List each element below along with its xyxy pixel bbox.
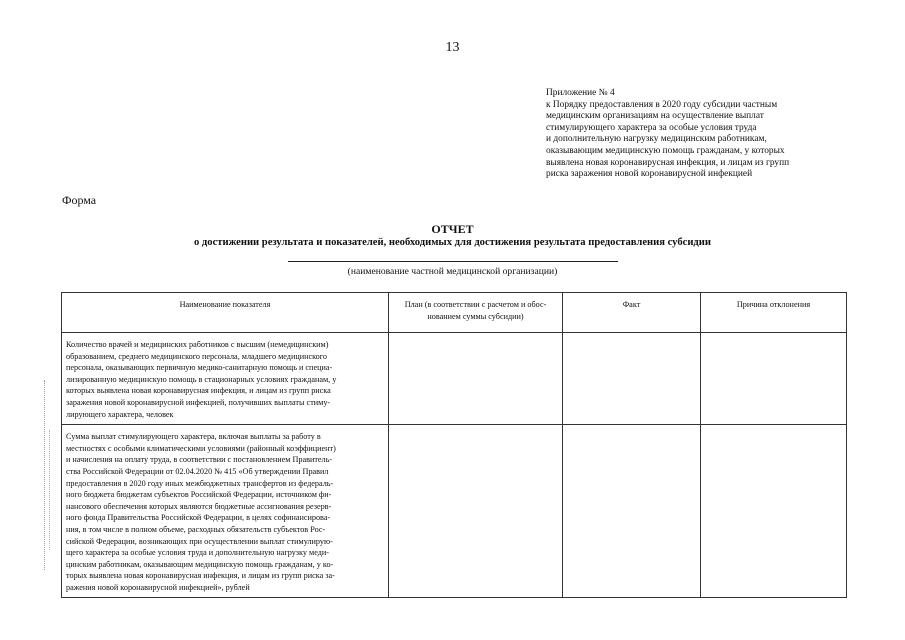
appendix-line: выявлена новая коронавирусная инфекция, и лицам из групп — [546, 157, 790, 168]
table-row — [62, 425, 847, 598]
cell-line: ства Российской Федерации от 02.04.2020 № 415 «Об утверждении Правил — [66, 466, 329, 476]
plan-cell[interactable] — [389, 425, 563, 598]
cell-line: которых выявлена новая коронавирусная инфекция, и лицам из групп риска — [66, 386, 331, 396]
cell-line: заражения новой коронавирусной инфекцией, получивших выплаты стиму- — [66, 397, 331, 407]
cell-line: ражения новой коронавирусной инфекцией», рублей — [66, 582, 250, 592]
organization-name-line — [288, 261, 618, 262]
appendix-block — [546, 88, 846, 181]
cell-line: Сумма выплат стимулирующего характера, включая выплаты за работу в — [66, 432, 321, 442]
header-fact — [563, 293, 701, 333]
appendix-line: Приложение № 4 — [546, 88, 615, 98]
fact-cell[interactable] — [563, 333, 701, 425]
report-table — [61, 292, 847, 598]
appendix-line: риска заражения новой коронавирусной инфекцией — [546, 169, 753, 180]
appendix-line: и дополнительную нагрузку медицинским работникам, — [546, 134, 767, 145]
cell-line: ного фонда Правительства Российской Федерации, в целях софинансирова- — [66, 513, 331, 523]
appendix-line: стимулирующего характера за особые условия труда — [546, 122, 757, 133]
cell-line: ного бюджета бюджетам субъектов Российской Федерации, источником фи- — [66, 490, 332, 500]
cell-line: персонала, оказывающих первичную медико-санитарную помощь и специа- — [66, 363, 333, 373]
margin-scan-mark — [44, 380, 46, 570]
report-subtitle: о достижении результата и показателей, необходимых для достижения результата предоставления субсидии — [193, 237, 712, 248]
cell-line: ния, в том числе в полном объеме, расходных обязательств субъектов Рос- — [66, 524, 326, 534]
organization-name-caption: (наименование частной медицинской организации) — [347, 266, 558, 277]
form-label: Форма — [62, 193, 97, 207]
plan-cell[interactable] — [389, 333, 563, 425]
cell-line: лизированную медицинскую помощь в стационарных условиях гражданам, у — [66, 374, 337, 384]
header-text: Факт — [622, 300, 641, 309]
cell-line: цинским работникам, оказывающим медицинскую помощь гражданам, у ко- — [66, 559, 334, 569]
cell-line: местностях с особыми климатическими условиями (районный коэффициент) — [66, 443, 336, 453]
header-text: План (в соответствии с расчетом и обос- — [404, 300, 547, 309]
appendix-line: оказывающим медицинскую помощь гражданам, у которых — [546, 145, 785, 156]
header-text: нованием суммы субсидии) — [427, 311, 524, 321]
indicator-name-cell — [62, 333, 389, 425]
margin-scan-mark — [49, 430, 51, 550]
cell-line: сийской Федерации, возникающих при осуществлении выплат стимулирую- — [66, 536, 333, 546]
deviation-reason-cell[interactable] — [701, 425, 847, 598]
header-deviation-reason — [701, 293, 847, 333]
header-text: Причина отклонения — [736, 300, 811, 309]
cell-line: лирующего характера, человек — [66, 409, 174, 419]
cell-line: нансового обеспечения которых являются бюджетные ассигнования резерв- — [66, 501, 332, 511]
table-row — [62, 333, 847, 425]
deviation-reason-cell[interactable] — [701, 333, 847, 425]
cell-line: щего характера за особые условия труда и дополнительную нагрузку меди- — [66, 548, 330, 558]
header-text: Наименование показателя — [179, 300, 271, 309]
header-indicator-name — [62, 293, 389, 333]
page-number: 13 — [445, 40, 460, 55]
table-header-row — [62, 293, 847, 333]
cell-line: образованием, среднего медицинского персонала, младшего медицинского — [66, 351, 328, 361]
report-title: ОТЧЕТ — [431, 222, 474, 236]
cell-line: предоставления в 2020 году иных межбюджетных трансфертов из федераль- — [66, 478, 334, 488]
cell-line: и начисления на оплату труда, в соответствии с постановлением Правитель- — [66, 455, 333, 465]
appendix-line: к Порядку предоставления в 2020 году субсидии частным — [546, 99, 778, 110]
header-plan — [389, 293, 563, 333]
fact-cell[interactable] — [563, 425, 701, 598]
cell-line: Количество врачей и медицинских работников с высшим (немедицинским) — [66, 340, 329, 349]
cell-line: торых выявлена новая коронавирусная инфекция, и лицам из групп риска за- — [66, 571, 335, 581]
indicator-name-cell — [62, 425, 389, 598]
appendix-line: медицинским организациям на осуществление выплат — [546, 111, 764, 122]
